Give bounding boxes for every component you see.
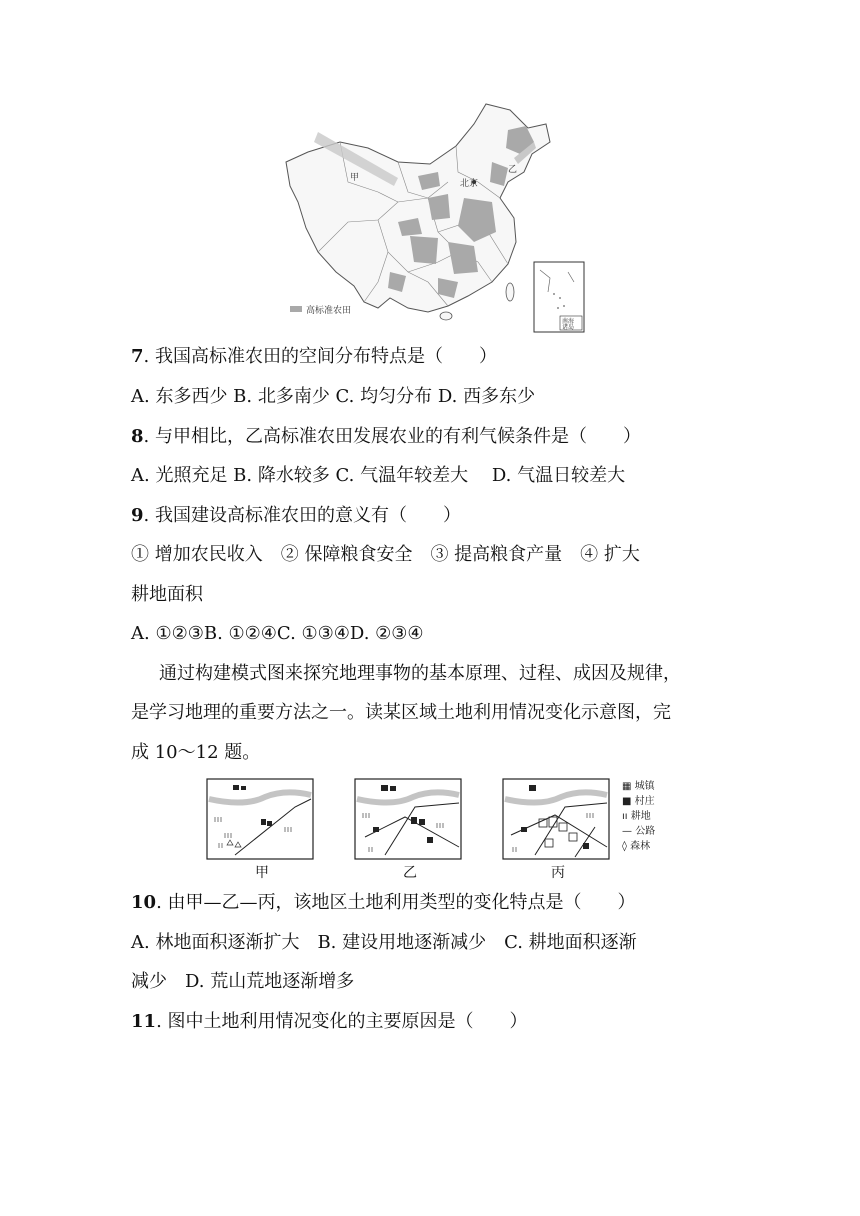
intro-line-1: 通过构建模式图来探究地理事物的基本原理、过程、成因及规律， [159, 663, 681, 684]
label-beijing: 北京 [460, 179, 479, 189]
legend-farmland: ıı 耕地 [622, 811, 651, 822]
question-9-items-1: ① 增加农民收入 ② 保障粮食安全 ③ 提高粮食产量 ④ 扩大 [131, 544, 640, 565]
intro-line-3: 成 10～12 题。 [131, 742, 261, 763]
question-10-options-1: A. 林地面积逐渐扩大 B. 建设用地逐渐减少 C. 耕地面积逐渐 [131, 932, 637, 953]
question-9-options: A. ①②③B. ①②④C. ①③④D. ②③④ [131, 623, 424, 644]
legend-village: ■ 村庄 [622, 796, 655, 807]
question-9: 9. 我国建设高标准农田的意义有（ ） [131, 505, 461, 526]
question-8: 8. 与甲相比，乙高标准农田发展农业的有利气候条件是（ ） [131, 426, 641, 447]
land-use-panels [205, 777, 615, 861]
panel-yi [355, 779, 461, 859]
legend-road: — 公路 [622, 826, 656, 837]
china-farmland-map [278, 102, 588, 334]
question-10: 10. 由甲—乙—丙，该地区土地利用类型的变化特点是（ ） [131, 892, 636, 913]
question-7-options: A. 东多西少 B. 北多南少 C. 均匀分布 D. 西多东少 [131, 386, 536, 407]
panel-label-jia: 甲 [255, 865, 269, 881]
panel-bing [503, 779, 609, 859]
question-11: 11. 图中土地利用情况变化的主要原因是（ ） [131, 1011, 528, 1032]
question-10-options-2: 减少 D. 荒山荒地逐渐增多 [131, 971, 355, 992]
panel-label-bing: 丙 [551, 865, 565, 881]
legend-town: ▦ 城镇 [622, 781, 655, 792]
question-9-items-2: 耕地面积 [131, 584, 203, 605]
inset-label-2: 诸岛 [562, 324, 575, 331]
legend-swatch [290, 306, 302, 312]
taiwan-island [506, 283, 514, 301]
inset-label-1: 南海 [562, 318, 575, 325]
intro-line-2: 是学习地理的重要方法之一。读某区域土地利用情况变化示意图，完 [131, 702, 671, 723]
panel-label-yi: 乙 [403, 865, 417, 881]
question-8-options: A. 光照充足 B. 降水较多 C. 气温年较差大 D. 气温日较差大 [131, 465, 626, 486]
panel-legend [622, 779, 655, 854]
legend-text: 高标准农田 [306, 306, 352, 316]
hainan-island [440, 312, 452, 320]
legend-forest: ◊ 森林 [622, 841, 651, 852]
panel-jia [207, 779, 313, 859]
question-7: 7. 我国高标准农田的空间分布特点是（ ） [131, 346, 497, 367]
label-yi: 乙 [508, 165, 518, 175]
label-jia: 甲 [350, 173, 360, 183]
